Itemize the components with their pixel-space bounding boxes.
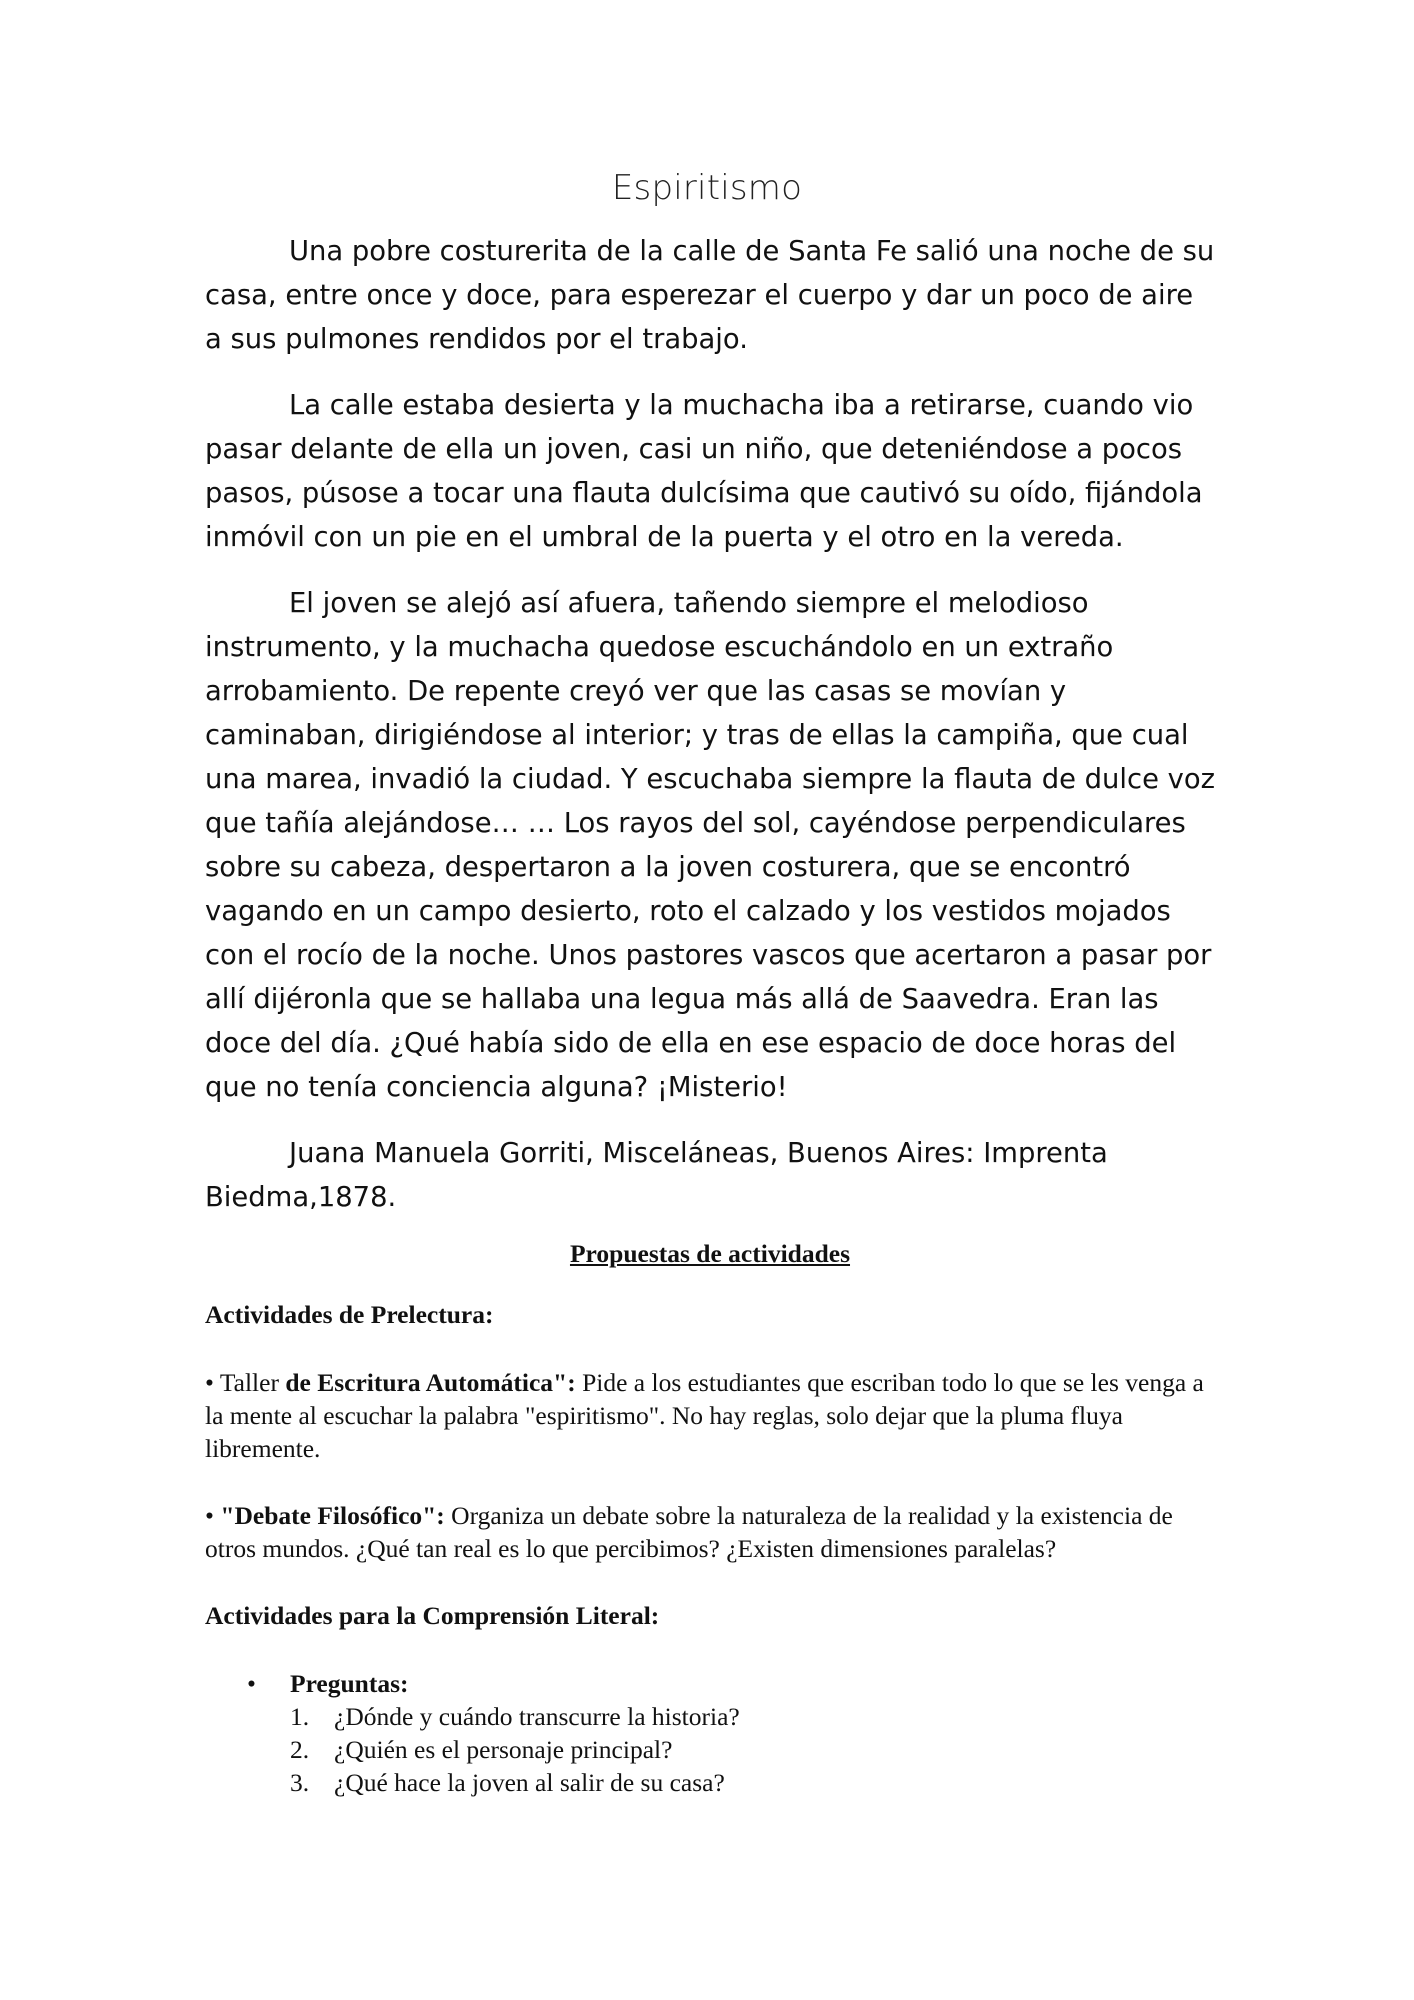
question-text: ¿Dónde y cuándo transcurre la historia?	[334, 1702, 740, 1731]
question-number: 3.	[290, 1768, 310, 1797]
prelectura-item-2	[205, 1499, 1215, 1565]
activities-title: Propuestas de actividades	[569, 1239, 851, 1268]
story-citation: Juana Manuela Gorriti, Misceláneas, Buenos Aires: Imprenta Biedma,1878.	[205, 1138, 1108, 1213]
story-text	[205, 230, 1215, 1242]
item-prefix: Taller	[213, 1368, 286, 1397]
list-item	[290, 1700, 1215, 1733]
prelectura-item-1	[205, 1366, 1215, 1465]
story-paragraph-1: Una pobre costurerita de la calle de Santa Fe salió una noche de su casa, entre once y doce, para esperezar el cuerpo y dar un poco de aire a sus pulmones rendidos por el trabajo.	[205, 236, 1215, 355]
questions-block	[205, 1667, 1215, 1799]
list-item	[290, 1733, 1215, 1766]
question-number: 1.	[290, 1702, 310, 1731]
bullet-mark: •	[205, 1368, 214, 1397]
item-text: Pide a los estudiantes que escriban todo lo que se les venga a la mente al escuchar la palabra "espiritismo". No hay reglas, solo dejar que la pluma fluya libremente.	[205, 1368, 1204, 1463]
list-item	[290, 1766, 1215, 1799]
item-bold-label: "Debate Filosófico":	[220, 1501, 445, 1530]
questions-label: Preguntas:	[290, 1669, 409, 1698]
story-paragraph-2: La calle estaba desierta y la muchacha iba a retirarse, cuando vio pasar delante de ella un joven, casi un niño, que deteniéndose a pocos pasos, púsose a tocar una flauta dulcísima que cautivó su oído, fijándola inmóvil con un pie en el umbral de la puerta y el otro en la vereda.	[205, 390, 1203, 553]
item-text: Organiza un debate sobre la naturaleza de la realidad y la existencia de otros mundos. ¿Qué tan real es lo que percibimos? ¿Existen dimensiones paralelas?	[205, 1501, 1173, 1563]
activities-section	[205, 1237, 1215, 1799]
bullet-mark: •	[205, 1501, 214, 1530]
bullet-mark: •	[247, 1669, 256, 1698]
prelectura-heading: Actividades de Prelectura:	[205, 1300, 494, 1329]
questions-list	[290, 1700, 1215, 1799]
document-title: Espiritismo	[611, 168, 803, 208]
question-number: 2.	[290, 1735, 310, 1764]
item-bold-label: de Escritura Automática":	[285, 1368, 576, 1397]
question-text: ¿Quién es el personaje principal?	[334, 1735, 673, 1764]
question-text: ¿Qué hace la joven al salir de su casa?	[334, 1768, 725, 1797]
literal-heading: Actividades para la Comprensión Literal:	[205, 1601, 660, 1630]
story-paragraph-3: El joven se alejó así afuera, tañendo siempre el melodioso instrumento, y la muchacha quedose escuchándolo en un extraño arrobamiento. De repente creyó ver que las casas se movían y caminaban, dirigiéndose al interior; y tras de ellas la campiña, que cual una marea, invadió la ciudad. Y escuchaba siempre la flauta de dulce voz que tañía alejándose… … Los rayos del sol, cayéndose perpendiculares sobre su cabeza, despertaron a la joven costurera, que se encontró vagando en un campo desierto, roto el calzado y los vestidos mojados con el rocío de la noche. Unos pastores vascos que acertaron a pasar por allí dijéronla que se hallaba una legua más allá de Saavedra. Eran las doce del día. ¿Qué había sido de ella en ese espacio de doce horas del que no tenía conciencia alguna? ¡Misterio!	[205, 588, 1215, 1103]
